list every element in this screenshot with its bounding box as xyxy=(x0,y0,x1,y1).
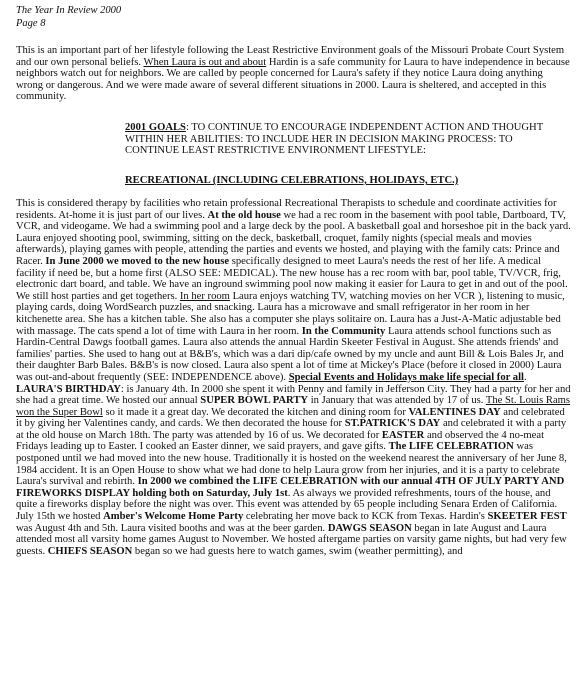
bold-phrase: In the Community xyxy=(301,325,386,337)
bold-phrase: CHIEFS SEASON xyxy=(47,545,133,557)
text-run: Laura enjoys watching TV, watching movies on her VCR ), listening to music, playing cards, doing WordSearch puzzles, and snacking. Laura has a microwave and small refrigerator in her room in her kitchenette area. She has a kitchen table. She also has a computer she plays solitaire on. Laura has a Just-A-Matic adjustable bed with massage. The cats spend a lot of time with Laura in her room. xyxy=(16,290,565,337)
text-run: and celebrated it by giving her Valentines candy, and cards. We then decorated the house for xyxy=(16,406,565,430)
text-run: This is an important part of her lifestyle following the Least Restrictive Environment goals of the Missouri Probate Court System and our own personal beliefs. xyxy=(16,45,565,68)
text-run: . As always we provided refreshments, tours of the house, and quite a fireworks display before the night was over. This event was attended by 65 people including Senara Erden of California. July 15th we hosted xyxy=(16,487,558,523)
text-run: Laura attends school functions such as Hardin-Central Dawgs football games. Laura also attends the annual Hardin Skeeter Festival in August. She attends friends' and families' parties. She used to hang out at B&B's, which was a dari dip/cafe owned by my uncle and aunt Bill & Lois Bales Jr, and their daughter Barb Bales. B&B's is now closed. Laura also spent a lot of time at Mickey's Place (before it closed in 2000) Laura was out-and-about frequently (SEE: INDEPENDENCE above). xyxy=(16,325,564,383)
text-run: began so we had guests here to watch games, swim (weather permitting), and xyxy=(132,545,463,557)
text-run: specifically designed to meet Laura's needs the rest of her life. A medical facility if need be, but a home first (ALSO SEE: MEDICAL). The new house has a rec room with bar, pool table, TV/VCR, frig, electronic dart board, and table. We have an inground swimming pool now making it easier for Laura to get in and out of the pool. We still host parties and get togethers. xyxy=(16,255,568,302)
bold-phrase: The LIFE CELEBRATION xyxy=(388,441,514,453)
text-run: : is January 4th. In 2000 she spent it with Penny and family in Jefferson City. They had a party for her and she had a great time. We hosted our annual xyxy=(16,383,571,407)
bold-phrase: In 2000 we combined the LIFE CELEBRATION with our annual 4TH OF JULY PARTY AND FIREWORKS DISPLAY holding both on Saturday, July 1st xyxy=(16,476,565,499)
bold-phrase: ST.PATRICK'S DAY xyxy=(344,418,441,430)
text-run: This is considered therapy by facilities who retain professional Recreational Therapists to schedule and coordinate activities for residents. At-home it is just part of our lives. xyxy=(16,198,557,221)
text-run: Hardin is a safe community for Laura to have independence in because neighbors watch out for neighbors. We are called by people concerned for Laura's safety if they notice Laura doing anything wrong or dangerous. And we were made aware of several different situations in 2000. Laura is sheltered, and accepted in this community. xyxy=(16,56,570,103)
text-run: in January that was attended by 17 of us. xyxy=(308,395,486,407)
section-heading: RECREATIONAL (INCLUDING CELEBRATIONS, HOLIDAYS, ETC.) xyxy=(125,175,459,186)
text-run: celebrating her move back to KCK from Texas. Hardin's xyxy=(243,511,488,523)
bold-underlined-phrase: Special Events and Holidays make life special for all xyxy=(288,371,524,383)
bold-phrase: Amber's Welcome Home Party xyxy=(103,511,244,523)
underlined-phrase: The St. Louis Rams won the Super Bowl xyxy=(16,395,571,418)
text-run: was August 4th and 5th. Laura visited booths and was at the beer garden. xyxy=(16,522,328,534)
text-run: . xyxy=(523,371,527,383)
bold-phrase: At the old house xyxy=(207,209,281,221)
underlined-phrase: When Laura is out and about xyxy=(143,56,267,68)
bold-phrase: EASTER xyxy=(381,429,425,441)
bold-phrase: SKEETER FEST xyxy=(487,511,567,523)
goals-block xyxy=(125,122,565,157)
bold-phrase: LAURA'S BIRTHDAY xyxy=(16,383,121,395)
text-run: so it made it a great day. We decorated the kitchen and dining room for xyxy=(102,406,409,418)
bold-phrase: In June 2000 we moved to the new house xyxy=(45,255,230,267)
text-run: was postponed until we had moved into the new house. Traditionally it is hosted on the weekend nearest the anniversary of her June 8, 1984 accident. It is an Open House to show what we had done to help Laura grow from her injuries, and it is a party to celebrate Laura's survival and rebirth. xyxy=(16,441,567,488)
text-run: and celebrated it with a party at the old house on March 18th. The party was attended by 16 of us. We decorated for xyxy=(16,418,567,441)
text-run: we had a rec room in the basement with pool table, Dartboard, TV, VCR, and videogame. We had a swimming pool and a large deck by the pool. A basketball goal and horseshoe pit in the back yard. Laura enjoyed shooting pool, swimming, sitting on the deck, basketball, croquet, family nights (special meals and movies afterwards), playing games with people, attending the parties and events we hosted, and playing with the family cats: Prince and Racer. xyxy=(16,209,571,267)
text-run: and observed the 4 no-meat Fridays leading up to Easter. I cooked an Easter dinner, we said prayers, and gave gifts. xyxy=(16,429,545,453)
page-number: Page 8 xyxy=(16,18,46,29)
recreational-paragraph xyxy=(16,198,571,557)
underlined-phrase: In her room xyxy=(179,290,230,302)
bold-phrase: SUPER BOWL PARTY xyxy=(200,395,309,407)
bold-phrase: VALENTINES DAY xyxy=(408,406,501,418)
goals-text: : TO CONTINUE TO ENCOURAGE INDEPENDENT ACTION AND THOUGHT WITHIN HER ABILITIES: TO INCLUDE HER IN DECISION MAKING PROCESS: TO CONTINUE LEAST RESTRICTIVE ENVIRONMENT LIFESTYLE: xyxy=(125,122,543,157)
text-run: began in late August and Laura attended most all varsity home games August to November. We hosted aftergame parties on varsity game nights, but had very few guests. xyxy=(16,522,567,557)
document-title: The Year In Review 2000 xyxy=(16,5,122,16)
lifestyle-paragraph xyxy=(16,45,571,103)
goals-label: 2001 GOALS xyxy=(125,122,186,133)
bold-phrase: DAWGS SEASON xyxy=(327,522,412,534)
